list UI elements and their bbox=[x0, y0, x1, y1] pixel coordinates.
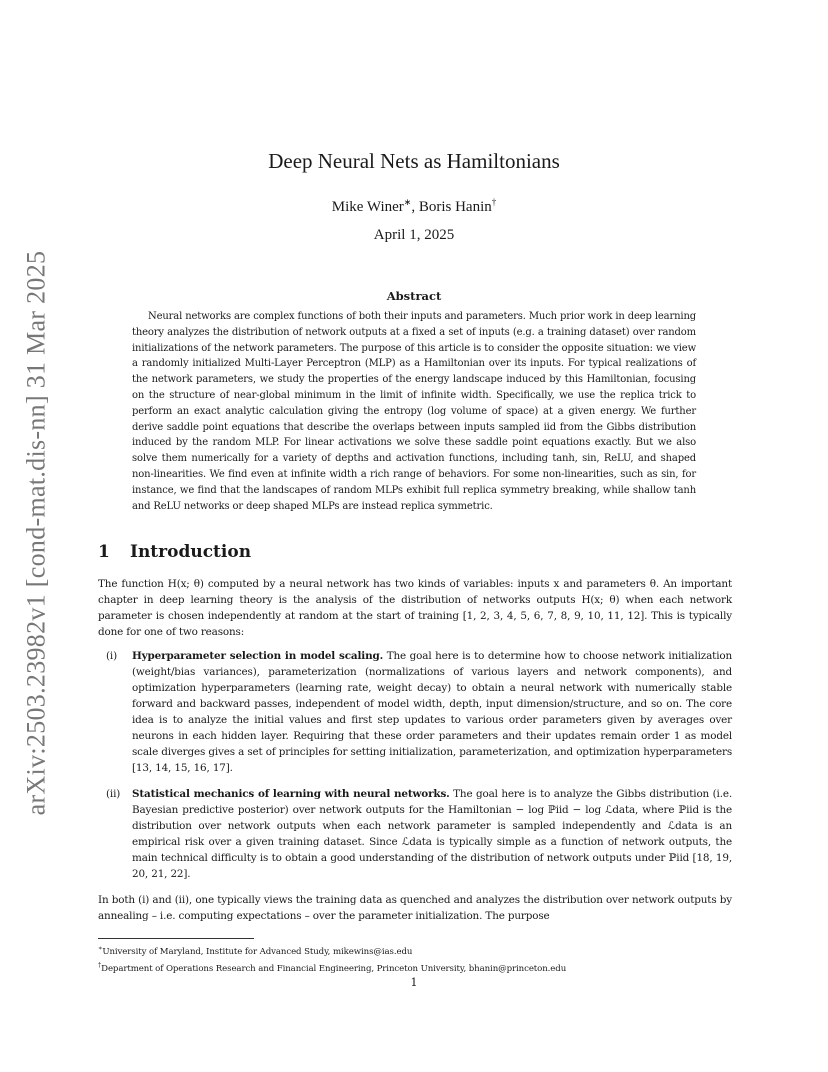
page-number: 1 bbox=[410, 976, 418, 989]
abstract-text: Neural networks are complex functions of both their inputs and parameters. Much prior work in deep learning theory analyzes the distribution of network outputs at a fixed a set of inputs (e.g. a training dataset) over random initializations of the network parameters. The purpose of this article is to consider the opposite situation: we view a randomly initialized Multi-Layer Perceptron (MLP) as a Hamiltonian over its inputs. For typical realizations of the network parameters, we study the properties of the energy landscape induced by this Hamiltonian, focusing on the structure of near-global minimum in the limit of infinite width. Specifically, we use the replica trick to perform an exact analytic calculation giving the entropy (log volume of space) at a given energy. We further derive saddle point equations that describe the overlaps between inputs sampled iid from the Gibbs distribution induced by the random MLP. For linear activations we solve these saddle point equations exactly. But we also solve them numerically for a variety of depths and activation functions, including tanh, sin, ReLU, and shaped non-linearities. We find even at infinite width a rich range of behaviors. For some non-linearities, such as sin, for instance, we find that the landscapes of random MLPs exhibit full replica symmetry breaking, while shallow tanh and ReLU networks or deep shaped MLPs are instead replica symmetric. bbox=[132, 311, 696, 512]
arxiv-identifier-text: arXiv:2503.23982v1 [cond-mat.dis-nn] 31 Mar 2025 bbox=[21, 250, 51, 816]
abstract-block bbox=[132, 289, 696, 514]
list-item-text: The goal here is to determine how to choose network initialization (weight/bias variances), parameterization (normalizations of various layers and network components), and optimization hyperparameters (learning rate, weight decay) to obtain a neural network with numerically stable forward and backward passes, independent of model width, depth, input dimension/structure, and so on. The core idea is to analyze the initial values and first step updates to various order parameters given by averages over neurons in each hidden layer. Requiring that these order parameters and their updates remain order 1 as model scale diverges gives a set of principles for setting initialization, parameterization, and optimization hyperparameters [13, 14, 15, 16, 17]. bbox=[132, 650, 733, 774]
author-name: Mike Winer bbox=[331, 199, 404, 215]
introduction-body bbox=[98, 576, 732, 924]
footnote bbox=[98, 942, 732, 959]
arxiv-identifier bbox=[14, 238, 58, 828]
reasons-list bbox=[98, 648, 732, 882]
section-heading bbox=[98, 541, 251, 563]
closing-paragraph: In both (i) and (ii), one typically views the training data as quenched and analyzes the distribution over network outputs by annealing – i.e. computing expectations – over the parameter initialization. The purpose bbox=[98, 894, 732, 922]
list-item-text: The goal here is to analyze the Gibbs distribution (i.e. Bayesian predictive posterior) over network outputs for the Hamiltonian − log ℙiid − log ℒdata, where ℙiid is the distribution over network outputs when each network parameter is sampled independently and ℒdata is an empirical risk over a given training dataset. Since ℒdata is typically simple as a function of network outputs, the main technical difficulty is to obtain a good understanding of the distribution of network outputs under ℙiid [18, 19, 20, 21, 22]. bbox=[132, 788, 733, 880]
section-number: 1 bbox=[98, 542, 110, 562]
author-line bbox=[100, 192, 728, 217]
section-title: Introduction bbox=[130, 542, 252, 562]
footnote-mark: ∗ bbox=[98, 944, 103, 952]
intro-paragraph: The function H(x; θ) computed by a neural network has two kinds of variables: inputs x and parameters θ. An important chapter in deep learning theory is the analysis of the distribution of networks outputs H(x; θ) when each network parameter is chosen independently at random at the start of training [1, 2, 3, 4, 5, 6, 7, 8, 9, 10, 11, 12]. This is typically done for one of two reasons: bbox=[98, 578, 732, 638]
publication-date: April 1, 2025 bbox=[373, 227, 455, 243]
list-item-label: (i) bbox=[106, 650, 117, 662]
list-item-heading: Hyperparameter selection in model scaling. bbox=[132, 650, 384, 662]
list-item bbox=[98, 786, 732, 882]
author-separator: , bbox=[411, 199, 419, 215]
footnote-mark: † bbox=[98, 960, 102, 969]
footnote-divider bbox=[98, 938, 254, 939]
paper-title: Deep Neural Nets as Hamiltonians bbox=[268, 149, 560, 173]
footnotes bbox=[98, 942, 732, 976]
abstract-heading: Abstract bbox=[386, 289, 442, 303]
footnote-text: Department of Operations Research and Financial Engineering, Princeton University, bhanin@princeton.edu bbox=[101, 963, 567, 974]
author-name: Boris Hanin bbox=[418, 199, 492, 215]
list-item-label: (ii) bbox=[106, 788, 121, 800]
footnote-text: University of Maryland, Institute for Advanced Study, mikewins@ias.edu bbox=[102, 946, 413, 957]
footnote-marker: ∗ bbox=[403, 197, 412, 207]
list-item bbox=[98, 648, 732, 776]
footnote bbox=[98, 959, 732, 976]
footnote-marker: † bbox=[491, 197, 497, 207]
list-item-heading: Statistical mechanics of learning with neural networks. bbox=[132, 788, 450, 800]
